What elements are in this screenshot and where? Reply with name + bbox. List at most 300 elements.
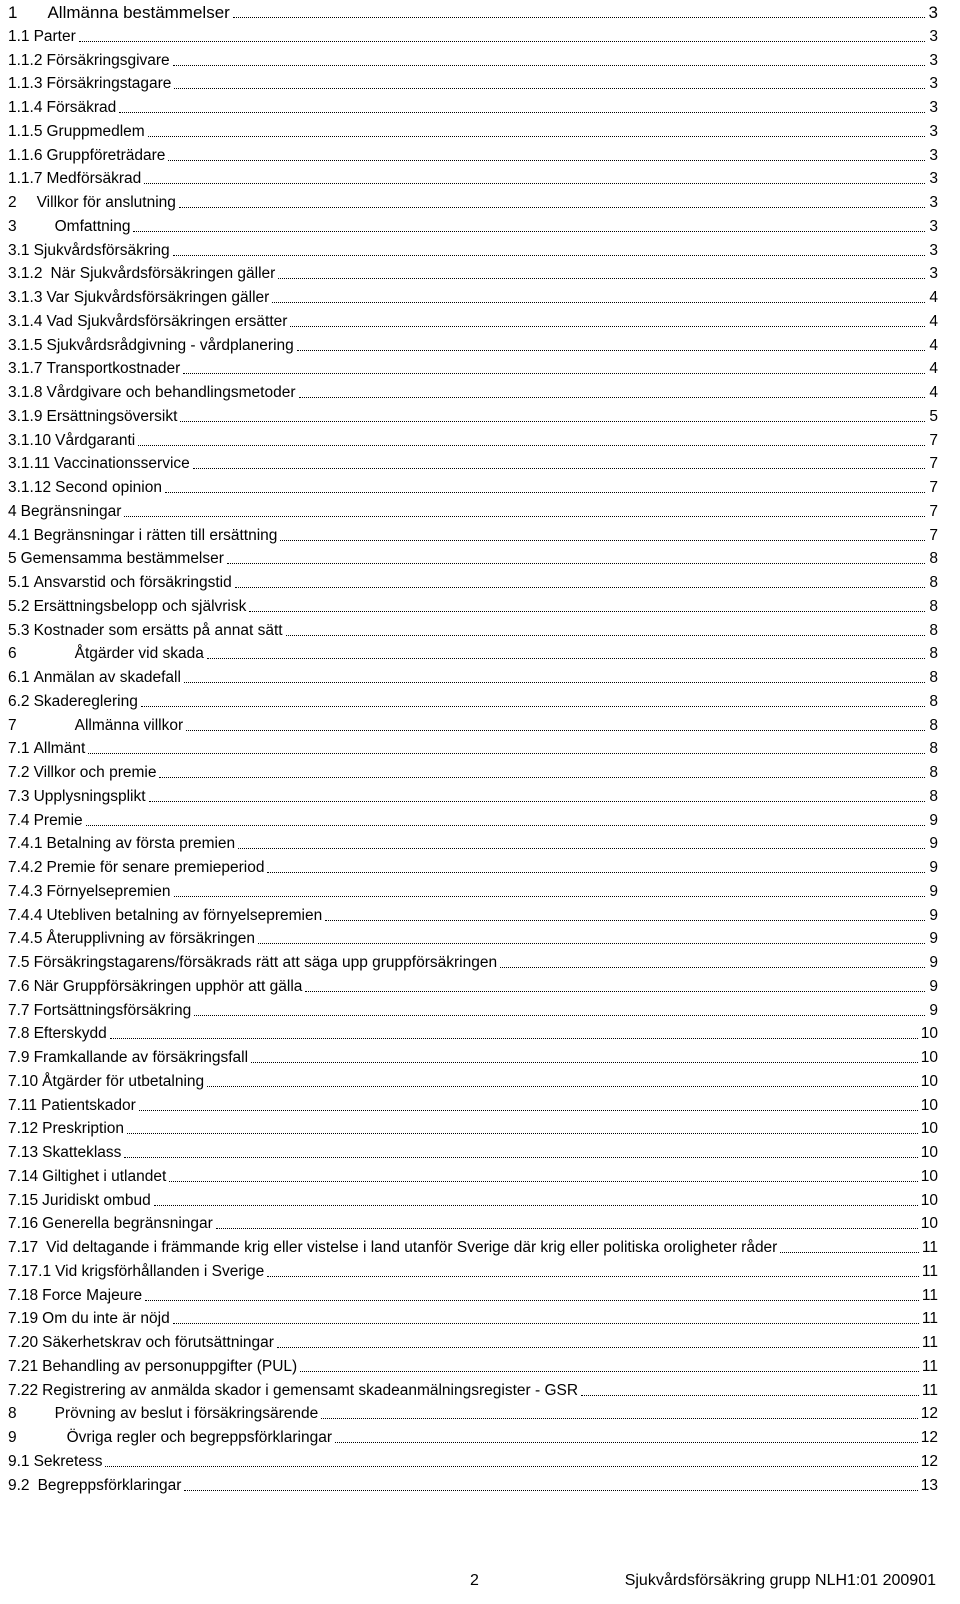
toc-entry-page: 4 [929, 384, 938, 401]
dot-leader [267, 1276, 919, 1277]
toc-entry[interactable] [8, 903, 938, 925]
toc-entry[interactable] [8, 48, 938, 70]
toc-entry-number: 7.6 [8, 977, 30, 995]
toc-entry[interactable] [8, 190, 938, 212]
dot-leader [297, 350, 925, 351]
toc-entry-number: 7.12 [8, 1120, 39, 1138]
dot-leader [159, 777, 925, 778]
toc-entry-number: 7 [8, 716, 17, 734]
toc-entry-title: Omfattning [54, 217, 131, 235]
toc-entry-title: Försäkrad [46, 99, 117, 116]
dot-leader [173, 65, 925, 66]
toc-entry-title: Begränsningar i rätten till ersättning [33, 526, 278, 544]
toc-entry-page: 10 [920, 1144, 938, 1161]
toc-entry-page: 3 [929, 241, 938, 259]
toc-entry-title: Skadereglering [33, 692, 138, 710]
dot-leader [179, 207, 925, 208]
dot-leader [207, 658, 925, 659]
toc-entry-number: 7.5 [8, 954, 30, 971]
toc-entry[interactable] [8, 475, 938, 497]
toc-entry-page: 3 [929, 75, 938, 93]
toc-entry-number: 6.2 [8, 692, 30, 710]
dot-leader [88, 753, 925, 754]
toc-entry-page: 8 [929, 716, 938, 734]
toc-entry-number: 3.1.2 [8, 265, 43, 283]
toc-entry-title: När Gruppförsäkringen upphör att gälla [33, 977, 303, 995]
toc-entry-number: 7.20 [8, 1334, 39, 1351]
toc-entry-page: 10 [920, 1096, 938, 1114]
toc-entry[interactable] [8, 380, 938, 402]
toc-entry-title: Efterskydd [33, 1025, 107, 1043]
toc-entry-title: Framkallande av försäkringsfall [33, 1049, 249, 1066]
toc-entry-number: 5.1 [8, 574, 30, 591]
toc-entry[interactable] [8, 404, 938, 426]
toc-entry-page: 3 [929, 27, 938, 45]
toc-entry[interactable] [8, 119, 938, 141]
dot-leader [227, 563, 925, 564]
toc-entry[interactable] [8, 356, 938, 378]
toc-entry-number: 1.1.2 [8, 51, 43, 69]
toc-entry-page: 4 [929, 360, 938, 378]
toc-entry-number: 5 [8, 550, 17, 568]
toc-entry-number: 7.4.1 [8, 835, 43, 853]
toc-entry[interactable] [8, 499, 938, 521]
toc-entry-number: 7.8 [8, 1025, 30, 1043]
toc-entry-number: 7.17 [8, 1239, 39, 1256]
toc-entry[interactable] [8, 71, 938, 93]
toc-entry-title: Parter [33, 27, 76, 45]
dot-leader [321, 1418, 917, 1419]
toc-entry-title: Generella begränsningar [42, 1215, 213, 1233]
toc-entry[interactable] [8, 1330, 938, 1352]
dot-leader [139, 1110, 918, 1111]
toc-entry[interactable] [8, 760, 938, 782]
toc-entry-number: 7.4.3 [8, 882, 43, 900]
dot-leader [127, 1133, 918, 1134]
toc-entry-title: Begreppsförklaringar [37, 1476, 182, 1494]
toc-entry[interactable] [8, 665, 938, 687]
toc-entry-number: 7.2 [8, 764, 30, 781]
toc-entry-page: 9 [929, 859, 938, 876]
toc-entry[interactable] [8, 713, 938, 735]
toc-entry-page: 8 [929, 645, 938, 663]
toc-entry-page: 8 [929, 574, 938, 591]
toc-entry[interactable] [8, 1401, 938, 1423]
toc-entry-page: 7 [929, 431, 938, 449]
toc-entry-number: 3.1.7 [8, 360, 43, 378]
toc-entry-page: 9 [929, 835, 938, 853]
dot-leader [154, 1205, 918, 1206]
dot-leader [335, 1442, 918, 1443]
toc-entry-number: 7.4.5 [8, 930, 43, 948]
toc-entry-page: 10 [920, 1025, 938, 1043]
toc-entry-title: Transportkostnader [46, 360, 181, 378]
toc-entry-title: Sekretess [33, 1452, 103, 1470]
toc-entry-page: 11 [921, 1357, 938, 1375]
toc-entry-page: 11 [921, 1262, 938, 1280]
toc-entry-number: 3.1.3 [8, 289, 43, 306]
toc-entry-page: 10 [920, 1215, 938, 1233]
toc-entry-title: Ersättningsöversikt [46, 407, 178, 425]
toc-entry-page: 11 [921, 1381, 938, 1399]
toc-entry-number: 1.1.4 [8, 99, 43, 116]
toc-entry-number: 1 [8, 3, 18, 22]
dot-leader [174, 88, 925, 89]
toc-entry-page: 7 [929, 479, 938, 496]
toc-entry-page: 7 [929, 502, 938, 520]
toc-entry-title: Vårdgivare och behandlingsmetoder [46, 384, 296, 401]
toc-entry[interactable] [8, 1378, 938, 1400]
toc-entry-number: 7.13 [8, 1144, 39, 1161]
toc-entry-title: Återupplivning av försäkringen [46, 930, 255, 948]
dot-leader [500, 967, 925, 968]
toc-entry-title: Begränsningar [20, 502, 122, 520]
dot-leader [180, 421, 925, 422]
toc-entry-number: 7.16 [8, 1215, 39, 1233]
toc-entry[interactable] [8, 261, 938, 283]
toc-entry-page: 8 [929, 692, 938, 710]
toc-entry-title: Sjukvårdsrådgivning - vårdplanering [46, 336, 294, 354]
dot-leader [278, 278, 925, 279]
toc-entry[interactable] [8, 1425, 938, 1447]
toc-entry-page: 10 [920, 1167, 938, 1185]
toc-entry[interactable] [8, 594, 938, 616]
toc-entry-number: 4 [8, 502, 17, 520]
toc-entry-title: Villkor och premie [33, 764, 157, 781]
toc-entry-title: Allmänt [33, 740, 86, 758]
dot-leader [581, 1395, 919, 1396]
toc-entry[interactable] [8, 808, 938, 830]
dot-leader [145, 1300, 919, 1301]
dot-leader [173, 255, 925, 256]
dot-leader [207, 1086, 918, 1087]
toc-entry[interactable] [8, 855, 938, 877]
toc-entry-title: Force Majeure [42, 1286, 143, 1304]
dot-leader [144, 183, 925, 184]
toc-entry-number: 7.1 [8, 740, 30, 758]
toc-entry-number: 8 [8, 1405, 17, 1423]
toc-entry[interactable] [8, 831, 938, 853]
toc-entry-number: 7.11 [8, 1096, 38, 1114]
toc-entry[interactable] [8, 451, 938, 473]
toc-entry-title: Försäkringstagarens/försäkrads rätt att säga upp gruppförsäkringen [33, 954, 498, 971]
toc-entry[interactable] [8, 736, 938, 758]
toc-entry-title: Second opinion [55, 479, 162, 496]
toc-entry[interactable] [8, 1045, 938, 1067]
toc-entry[interactable] [8, 570, 938, 592]
toc-entry-title: Förnyelsepremien [46, 882, 171, 900]
toc-entry-number: 3 [8, 217, 17, 235]
toc-entry-title: Åtgärder vid skada [74, 645, 204, 663]
toc-entry-title: Ansvarstid och försäkringstid [33, 574, 232, 591]
toc-entry-number: 7.9 [8, 1049, 30, 1066]
toc-entry-title: Kostnader som ersätts på annat sätt [33, 621, 283, 639]
dot-leader [86, 825, 925, 826]
toc-entry-number: 3.1.4 [8, 312, 43, 330]
toc-entry-page: 9 [929, 882, 938, 900]
toc-entry-number: 6 [8, 645, 17, 663]
dot-leader [119, 112, 925, 113]
toc-entry[interactable] [8, 926, 938, 948]
toc-entry-number: 7.22 [8, 1381, 39, 1399]
toc-entry-page: 3 [929, 170, 938, 188]
toc-entry-number: 7.21 [8, 1357, 39, 1375]
toc-entry[interactable] [8, 1021, 938, 1043]
toc-entry-page: 11 [921, 1310, 938, 1328]
toc-entry[interactable] [8, 1283, 938, 1305]
toc-entry[interactable] [8, 784, 938, 806]
dot-leader [110, 1038, 918, 1039]
dot-leader [186, 730, 925, 731]
toc-entry-page: 5 [929, 407, 938, 425]
dot-leader [169, 1181, 918, 1182]
toc-entry-title: Sjukvårdsförsäkring [33, 241, 170, 259]
toc-entry[interactable] [8, 641, 938, 663]
toc-entry[interactable] [8, 1140, 938, 1162]
toc-entry-title: Gruppmedlem [46, 122, 145, 140]
toc-entry[interactable] [8, 1211, 938, 1233]
dot-leader [300, 1371, 919, 1372]
toc-entry-page: 9 [929, 906, 938, 924]
toc-entry-number: 7.4.4 [8, 906, 43, 924]
toc-entry-number: 3.1 [8, 241, 30, 259]
toc-entry-page: 8 [929, 597, 938, 615]
toc-entry-page: 3 [929, 217, 938, 235]
toc-entry-number: 9.2 [8, 1476, 30, 1494]
toc-entry-page: 8 [929, 764, 938, 781]
toc-entry-title: Premie för senare premieperiod [46, 859, 265, 876]
toc-entry-page: 9 [929, 811, 938, 829]
toc-entry-number: 1.1.5 [8, 122, 43, 140]
dot-leader [280, 540, 925, 541]
toc-entry[interactable] [8, 309, 938, 331]
toc-entry-title: Premie [33, 811, 83, 829]
toc-entry-title: Allmänna villkor [74, 716, 184, 734]
toc-entry-number: 7.4.2 [8, 859, 43, 876]
toc-entry-page: 3 [929, 146, 938, 164]
toc-entry-title: Utebliven betalning av förnyelsepremien [46, 906, 323, 924]
dot-leader [325, 920, 925, 921]
toc-entry-page: 8 [929, 669, 938, 686]
toc-entry[interactable] [8, 546, 938, 568]
toc-entry-number: 6.1 [8, 669, 30, 686]
toc-entry-page: 3 [929, 122, 938, 140]
toc-entry-page: 8 [929, 621, 938, 639]
toc-entry-page: 3 [929, 51, 938, 69]
dot-leader [184, 1490, 917, 1491]
dot-leader [168, 160, 925, 161]
dot-leader [238, 848, 925, 849]
toc-entry-page: 4 [929, 336, 938, 354]
toc-entry-number: 7.15 [8, 1191, 39, 1209]
toc-entry[interactable] [8, 333, 938, 355]
toc-entry[interactable] [8, 1259, 938, 1281]
dot-leader [193, 468, 925, 469]
dot-leader [235, 587, 925, 588]
toc-entry-number: 7.3 [8, 787, 30, 805]
dot-leader [267, 872, 925, 873]
toc-entry[interactable] [8, 1116, 938, 1138]
toc-entry-title: Försäkringsgivare [46, 51, 170, 69]
dot-leader [141, 706, 925, 707]
toc-entry-page: 7 [929, 455, 938, 473]
dot-leader [174, 896, 925, 897]
toc-entry-title: Fortsättningsförsäkring [33, 1001, 192, 1019]
toc-entry-page: 3 [929, 265, 938, 283]
toc-entry-page: 3 [929, 99, 938, 116]
toc-entry-title: Betalning av första premien [46, 835, 236, 853]
dot-leader [272, 302, 925, 303]
dot-leader [173, 1323, 919, 1324]
dot-leader [183, 373, 925, 374]
toc-entry-title: Vaccinationsservice [53, 455, 190, 473]
toc-entry-number: 3.1.12 [8, 479, 52, 496]
toc-entry[interactable] [8, 428, 938, 450]
toc-entry-number: 7.18 [8, 1286, 39, 1304]
toc-entry[interactable] [8, 1235, 938, 1257]
toc-entry-title: Var Sjukvårdsförsäkringen gäller [46, 289, 270, 306]
toc-entry[interactable] [8, 0, 938, 22]
dot-leader [105, 1466, 917, 1467]
toc-entry[interactable] [8, 1188, 938, 1210]
toc-entry[interactable] [8, 950, 938, 972]
dot-leader [148, 136, 925, 137]
toc-entry-page: 11 [921, 1334, 938, 1351]
toc-entry-page: 11 [921, 1239, 938, 1256]
toc-entry-title: Övriga regler och begreppsförklaringar [66, 1429, 332, 1446]
toc-entry[interactable] [8, 879, 938, 901]
toc-entry-page: 10 [920, 1072, 938, 1090]
toc-entry[interactable] [8, 1449, 938, 1471]
dot-leader [305, 991, 925, 992]
toc-entry-title: Anmälan av skadefall [33, 669, 181, 686]
toc-entry[interactable] [8, 1069, 938, 1091]
toc-entry-title: Upplysningsplikt [33, 787, 146, 805]
toc-entry-number: 3.1.5 [8, 336, 43, 354]
toc-entry-title: Skatteklass [42, 1144, 122, 1161]
toc-entry-page: 8 [929, 740, 938, 758]
toc-entry[interactable] [8, 974, 938, 996]
toc-entry-number: 1.1.6 [8, 146, 43, 164]
toc-entry[interactable] [8, 24, 938, 46]
toc-entry[interactable] [8, 166, 938, 188]
toc-entry-title: Säkerhetskrav och förutsättningar [42, 1334, 274, 1351]
toc-entry[interactable] [8, 95, 938, 117]
toc-entry[interactable] [8, 1306, 938, 1328]
toc-entry-number: 3.1.10 [8, 431, 52, 449]
toc-entry-page: 8 [929, 787, 938, 805]
toc-entry-title: När Sjukvårdsförsäkringen gäller [50, 265, 276, 283]
toc-entry-number: 7.19 [8, 1310, 39, 1328]
toc-entry-page: 3 [929, 194, 938, 211]
toc-entry-page: 9 [929, 1001, 938, 1019]
toc-entry-title: Giltighet i utlandet [42, 1167, 167, 1185]
toc-entry[interactable] [8, 1354, 938, 1376]
toc-entry-title: Åtgärder för utbetalning [42, 1072, 205, 1090]
dot-leader [277, 1347, 919, 1348]
toc-entry-title: Vid krigsförhållanden i Sverige [55, 1262, 265, 1280]
page-number: 2 [470, 1572, 479, 1589]
toc-entry-title: Allmänna bestämmelser [47, 3, 230, 22]
page-footer [0, 1572, 960, 1596]
toc-entry-title: Preskription [42, 1120, 125, 1138]
toc-entry-number: 7.10 [8, 1072, 39, 1090]
dot-leader [780, 1252, 919, 1253]
dot-leader [149, 801, 925, 802]
toc-entry[interactable] [8, 689, 938, 711]
toc-entry-number: 1.1.3 [8, 75, 43, 93]
dot-leader [124, 516, 925, 517]
toc-entry-number: 7.17.1 [8, 1262, 52, 1280]
toc-entry-number: 2 [8, 194, 17, 211]
toc-entry[interactable] [8, 1093, 938, 1115]
toc-entry-page: 7 [929, 526, 938, 544]
dot-leader [286, 635, 925, 636]
toc-entry-title: Villkor för anslutning [36, 194, 176, 211]
toc-entry-number: 3.1.9 [8, 407, 43, 425]
dot-leader [165, 492, 925, 493]
toc-entry-number: 9.1 [8, 1452, 30, 1470]
dot-leader [133, 231, 925, 232]
dot-leader [124, 1157, 917, 1158]
toc-entry-title: Vad Sjukvårdsförsäkringen ersätter [46, 312, 288, 330]
toc-entry-page: 9 [929, 930, 938, 948]
toc-entry-page: 3 [928, 3, 938, 22]
toc-entry-number: 7.4 [8, 811, 30, 829]
dot-leader [258, 943, 925, 944]
toc-entry-title: Ersättningsbelopp och självrisk [33, 597, 247, 615]
toc-entry-title: Försäkringstagare [46, 75, 172, 93]
toc-entry-number: 1.1 [8, 27, 30, 45]
toc-entry-page: 10 [920, 1120, 938, 1138]
toc-entry-title: Vårdgaranti [55, 431, 136, 449]
dot-leader [251, 1062, 918, 1063]
toc-entry[interactable] [8, 285, 938, 307]
toc-entry[interactable] [8, 1473, 938, 1495]
toc-entry-title: Om du inte är nöjd [42, 1310, 170, 1328]
toc-entry-title: Registrering av anmälda skador i gemensamt skadeanmälningsregister - GSR [42, 1381, 579, 1399]
toc-entry-page: 9 [929, 977, 938, 995]
toc-entry[interactable] [8, 618, 938, 640]
dot-leader [233, 17, 925, 18]
toc-entry-page: 11 [921, 1286, 938, 1304]
toc-entry-number: 7.7 [8, 1001, 30, 1019]
toc-entry[interactable] [8, 1164, 938, 1186]
toc-entry-page: 10 [920, 1191, 938, 1209]
dot-leader [299, 397, 925, 398]
toc-entry-number: 5.2 [8, 597, 30, 615]
dot-leader [79, 41, 925, 42]
toc-entry[interactable] [8, 238, 938, 260]
toc-entry-page: 12 [920, 1452, 938, 1470]
toc-entry-number: 3.1.11 [8, 455, 50, 473]
toc-entry-number: 3.1.8 [8, 384, 43, 401]
toc-entry[interactable] [8, 214, 938, 236]
toc-entry[interactable] [8, 998, 938, 1020]
document-identifier: Sjukvårdsförsäkring grupp NLH1:01 200901 [624, 1572, 936, 1589]
dot-leader [290, 326, 925, 327]
toc-entry-number: 1.1.7 [8, 170, 43, 188]
toc-entry-title: Vid deltagande i främmande krig eller vistelse i land utanför Sverige där krig eller politiska oroligheter råder [46, 1239, 778, 1256]
toc-entry[interactable] [8, 523, 938, 545]
toc-entry-page: 13 [920, 1476, 938, 1494]
dot-leader [249, 611, 925, 612]
toc-entry-title: Gruppföreträdare [46, 146, 166, 164]
toc-entry[interactable] [8, 143, 938, 165]
toc-entry-title: Medförsäkrad [46, 170, 142, 188]
toc-entry-page: 4 [929, 312, 938, 330]
toc-entry-page: 9 [929, 954, 938, 971]
